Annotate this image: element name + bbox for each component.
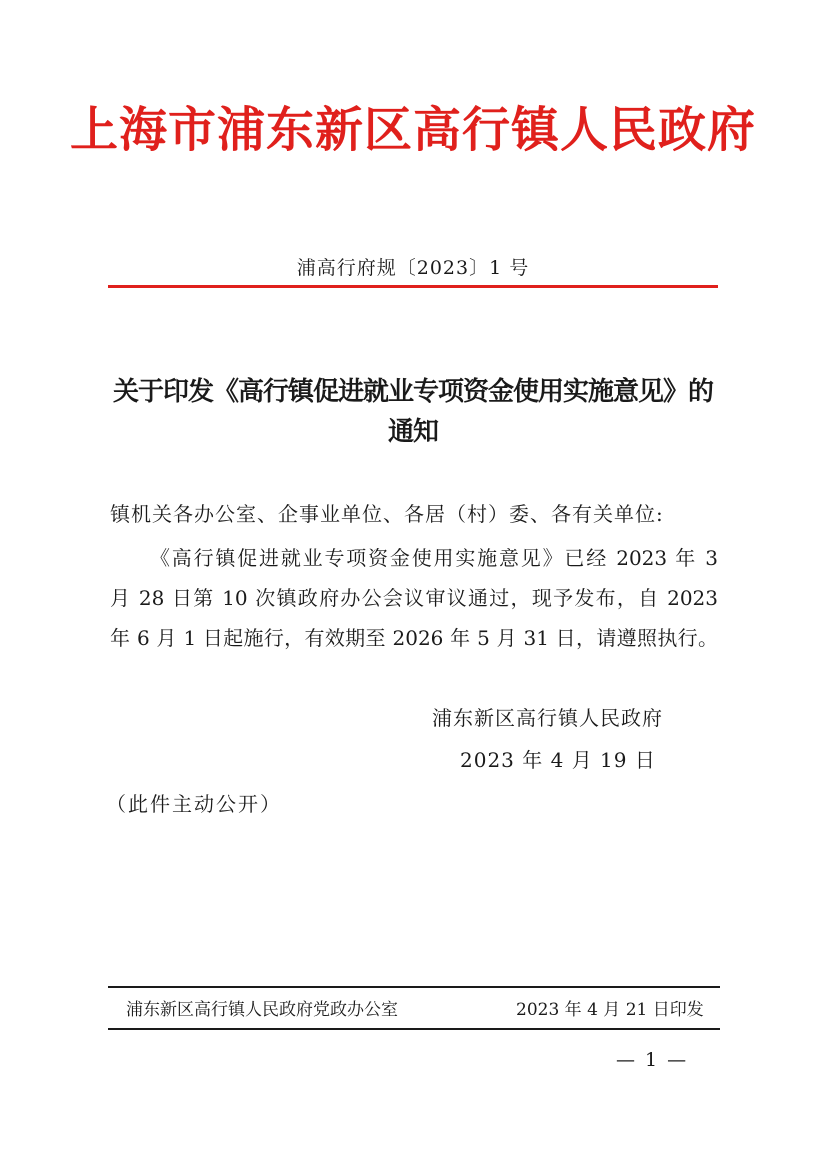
notice-title-line-2: 通知 bbox=[387, 417, 438, 447]
notice-title-line-1: 关于印发《高行镇促进就业专项资金使用实施意见》的 bbox=[112, 377, 713, 407]
body-line-3: 年 6 月 1 日起施行，有效期至 2026 年 5 月 31 日，请遵照执行。 bbox=[110, 626, 718, 650]
body-line-1: 《高行镇促进就业专项资金使用实施意见》已经 2023 年 3 bbox=[150, 546, 718, 570]
public-disclosure-note: （此件主动公开） bbox=[106, 792, 282, 816]
red-separator-line bbox=[108, 285, 718, 288]
document-number: 浦高行府规〔2023〕1 号 bbox=[296, 257, 530, 279]
page-number: — 1 — bbox=[616, 1049, 689, 1071]
body-line-2: 月 28 日第 10 次镇政府办公会议审议通过，现予发布，自 2023 bbox=[110, 586, 718, 610]
footer-top-rule bbox=[108, 986, 720, 988]
footer-issuing-office: 浦东新区高行镇人民政府党政办公室 bbox=[126, 1000, 398, 1020]
addressee: 镇机关各办公室、企事业单位、各居（村）委、各有关单位: bbox=[110, 502, 664, 526]
footer-bottom-rule bbox=[108, 1028, 720, 1030]
issuer-title: 上海市浦东新区高行镇人民政府 bbox=[69, 102, 756, 158]
signature-date: 2023 年 4 月 19 日 bbox=[460, 748, 656, 772]
footer-print-date: 2023 年 4 月 21 日印发 bbox=[516, 1000, 704, 1020]
issuer-signature: 浦东新区高行镇人民政府 bbox=[432, 706, 663, 730]
body-paragraph bbox=[110, 538, 718, 658]
notice-title bbox=[0, 372, 826, 452]
